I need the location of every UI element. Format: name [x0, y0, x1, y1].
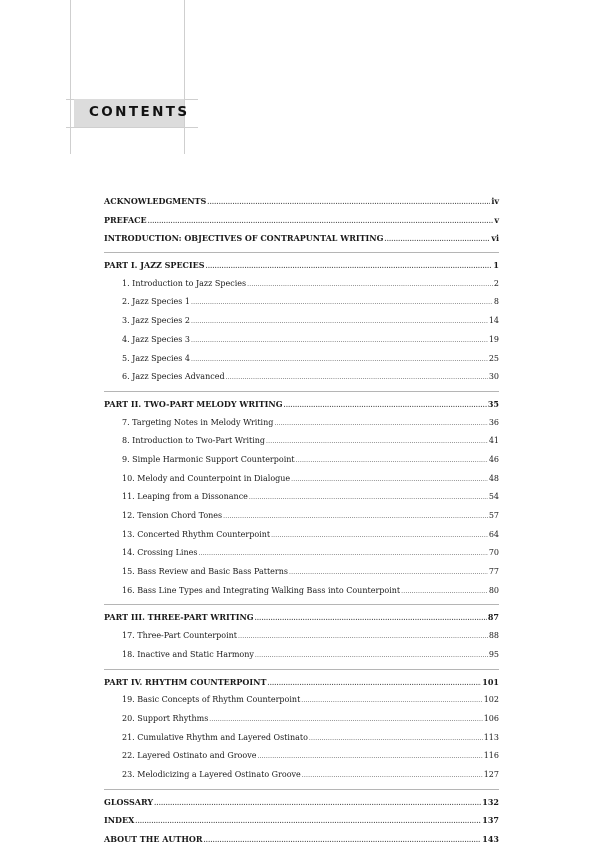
toc-entry-title: PREFACE [104, 214, 147, 225]
toc-chapter-entry[interactable] [104, 544, 499, 563]
toc-part-heading[interactable] [104, 395, 499, 414]
toc-part-heading[interactable] [104, 608, 499, 627]
toc-entry-title: 7. Targeting Notes in Melody Writing [122, 417, 274, 427]
toc-entry-title: 21. Cumulative Rhythm and Layered Ostinato [122, 732, 308, 742]
page-title: CONTENTS [89, 104, 190, 120]
toc-entry-page-number: 57 [488, 511, 499, 520]
toc-entry-page-number: 87 [487, 612, 499, 623]
toc-entry-page-number: 48 [488, 473, 499, 483]
dot-leader [266, 433, 488, 452]
toc-entry-title: INTRODUCTION: OBJECTIVES OF CONTRAPUNTAL WRITING [104, 233, 384, 244]
toc-entry-title: PART I. JAZZ SPECIES [104, 260, 205, 271]
toc-entry-title: PART IV. RHYTHM COUNTERPOINT [104, 676, 267, 687]
toc-entry-title: 3. Jazz Species 2 [122, 316, 190, 326]
toc-entry-page-number: 113 [483, 732, 499, 742]
toc-entry-title: PART III. THREE-PART WRITING [104, 612, 254, 623]
toc-chapter-entry[interactable] [104, 563, 499, 582]
dot-leader [274, 415, 487, 434]
dot-leader [384, 231, 490, 250]
toc-entry-page-number: 36 [488, 417, 499, 427]
toc-chapter-entry[interactable] [104, 582, 499, 601]
toc-entry-title: 9. Simple Harmonic Support Counterpoint [122, 454, 295, 464]
toc-entry-page-number: 25 [488, 353, 499, 363]
toc-entry-title: INDEX [104, 815, 135, 826]
toc-entry-page-number: 143 [482, 834, 499, 844]
dot-leader [206, 258, 493, 277]
toc-entry-page-number: 30 [488, 372, 499, 382]
dot-leader [204, 832, 482, 851]
toc-entry-title: 5. Jazz Species 4 [122, 353, 190, 363]
toc-entry-page-number: 106 [483, 713, 499, 723]
dot-leader [207, 194, 490, 213]
toc-chapter-entry[interactable] [104, 526, 499, 545]
section-divider [104, 789, 499, 790]
toc-entry-title: ACKNOWLEDGMENTS [104, 196, 207, 206]
dot-leader [255, 647, 488, 666]
toc-entry-title: 12. Tension Chord Tones [122, 511, 223, 520]
toc-chapter-entry[interactable] [104, 331, 499, 350]
dot-leader [223, 508, 488, 527]
toc-entry-page-number: 95 [488, 649, 499, 659]
toc-entry-page-number: 14 [488, 316, 499, 326]
toc-entry-page-number: 101 [482, 676, 499, 687]
toc-entry-page-number: 132 [482, 796, 499, 807]
toc-entry-title: ABOUT THE AUTHOR [104, 834, 203, 844]
toc-entry-page-number: 54 [488, 492, 499, 502]
toc-entry-page-number: 64 [488, 529, 499, 539]
dot-leader [255, 610, 487, 629]
toc-entry-title: 14. Crossing Lines [122, 548, 198, 558]
toc-entry-title: 15. Bass Review and Basic Bass Patterns [122, 567, 288, 577]
toc-chapter-entry[interactable] [104, 432, 499, 451]
toc-chapter-entry[interactable] [104, 766, 499, 785]
table-of-contents [104, 192, 499, 849]
toc-entry-page-number: 1 [493, 260, 499, 271]
toc-chapter-entry[interactable] [104, 293, 499, 312]
dot-leader [296, 452, 488, 471]
toc-chapter-entry[interactable] [104, 350, 499, 369]
toc-entry-title: 22. Layered Ostinato and Groove [122, 751, 257, 761]
dot-leader [257, 748, 482, 767]
dot-leader [401, 583, 488, 602]
dot-leader [198, 545, 487, 564]
toc-chapter-entry[interactable] [104, 451, 499, 470]
toc-entry-page-number: 77 [488, 567, 499, 577]
dot-leader [249, 489, 488, 508]
toc-entry-page-number: 102 [483, 695, 499, 705]
toc-chapter-entry[interactable] [104, 747, 499, 766]
toc-chapter-entry[interactable] [104, 275, 499, 294]
toc-entry-page-number: 35 [487, 398, 499, 409]
dot-leader [309, 730, 483, 749]
toc-front-matter-entry[interactable] [104, 211, 499, 230]
toc-back-matter-entry[interactable] [104, 793, 499, 812]
toc-entry-title: 2. Jazz Species 1 [122, 297, 190, 307]
dot-leader [191, 351, 488, 370]
toc-entry-page-number: vi [491, 233, 499, 244]
toc-entry-title: 20. Support Rhythms [122, 713, 209, 723]
dot-leader [191, 294, 493, 313]
toc-entry-title: 4. Jazz Species 3 [122, 334, 190, 344]
toc-chapter-entry[interactable] [104, 627, 499, 646]
section-divider [104, 669, 499, 670]
dot-leader [291, 471, 488, 490]
toc-chapter-entry[interactable] [104, 729, 499, 748]
guide-rule-horizontal-bottom [66, 127, 198, 128]
dot-leader [154, 795, 481, 814]
toc-entry-title: 23. Melodicizing a Layered Ostinato Groove [122, 769, 301, 779]
dot-leader [247, 276, 493, 295]
toc-entry-page-number: 46 [488, 454, 499, 464]
toc-chapter-entry[interactable] [104, 488, 499, 507]
toc-entry-page-number: 70 [488, 548, 499, 558]
toc-entry-page-number: 41 [488, 436, 499, 446]
toc-entry-title: GLOSSARY [104, 796, 154, 807]
toc-entry-title: 1. Introduction to Jazz Species [122, 278, 247, 288]
toc-entry-title: 16. Bass Line Types and Integrating Walking Bass into Counterpoint [122, 585, 401, 595]
toc-entry-title: 6. Jazz Species Advanced [122, 372, 225, 382]
toc-chapter-entry[interactable] [104, 710, 499, 729]
toc-entry-page-number: 88 [488, 631, 499, 641]
toc-chapter-entry[interactable] [104, 312, 499, 331]
dot-leader [284, 397, 487, 416]
guide-rule-vertical-right [184, 0, 185, 154]
dot-leader [301, 692, 482, 711]
toc-part-heading[interactable] [104, 256, 499, 275]
toc-chapter-entry[interactable] [104, 414, 499, 433]
toc-chapter-entry[interactable] [104, 646, 499, 665]
toc-back-matter-entry[interactable] [104, 811, 499, 830]
toc-chapter-entry[interactable] [104, 470, 499, 489]
dot-leader [191, 313, 488, 332]
dot-leader [289, 564, 488, 583]
dot-leader [302, 767, 483, 786]
toc-entry-title: PART II. TWO-PART MELODY WRITING [104, 398, 283, 409]
toc-entry-page-number: 127 [483, 769, 499, 779]
toc-entry-title: 18. Inactive and Static Harmony [122, 649, 254, 659]
toc-entry-page-number: iv [491, 196, 499, 206]
toc-entry-title: 8. Introduction to Two-Part Writing [122, 436, 266, 446]
toc-front-matter-entry[interactable] [104, 229, 499, 248]
dot-leader [209, 711, 482, 730]
guide-rule-vertical-left [70, 0, 71, 154]
section-divider [104, 252, 499, 253]
toc-entry-page-number: v [494, 214, 499, 225]
toc-entry-title: 13. Concerted Rhythm Counterpoint [122, 529, 271, 539]
toc-back-matter-entry[interactable] [104, 830, 499, 849]
toc-entry-title: 19. Basic Concepts of Rhythm Counterpoint [122, 695, 301, 705]
dot-leader [191, 332, 488, 351]
toc-entry-title: 10. Melody and Counterpoint in Dialogue [122, 473, 291, 483]
toc-chapter-entry[interactable] [104, 368, 499, 387]
section-divider [104, 391, 499, 392]
dot-leader [226, 369, 488, 388]
toc-entry-page-number: 80 [488, 585, 499, 595]
toc-entry-page-number: 137 [482, 815, 499, 826]
toc-chapter-entry[interactable] [104, 507, 499, 526]
dot-leader [238, 628, 488, 647]
toc-part-heading[interactable] [104, 673, 499, 692]
toc-entry-page-number: 2 [493, 278, 499, 288]
toc-front-matter-entry[interactable] [104, 192, 499, 211]
toc-chapter-entry[interactable] [104, 691, 499, 710]
toc-entry-title: 11. Leaping from a Dissonance [122, 492, 248, 502]
toc-entry-page-number: 8 [493, 297, 499, 307]
toc-entry-page-number: 19 [488, 334, 499, 344]
dot-leader [271, 527, 488, 546]
toc-entry-page-number: 116 [483, 751, 499, 761]
toc-entry-title: 17. Three-Part Counterpoint [122, 631, 238, 641]
section-divider [104, 604, 499, 605]
